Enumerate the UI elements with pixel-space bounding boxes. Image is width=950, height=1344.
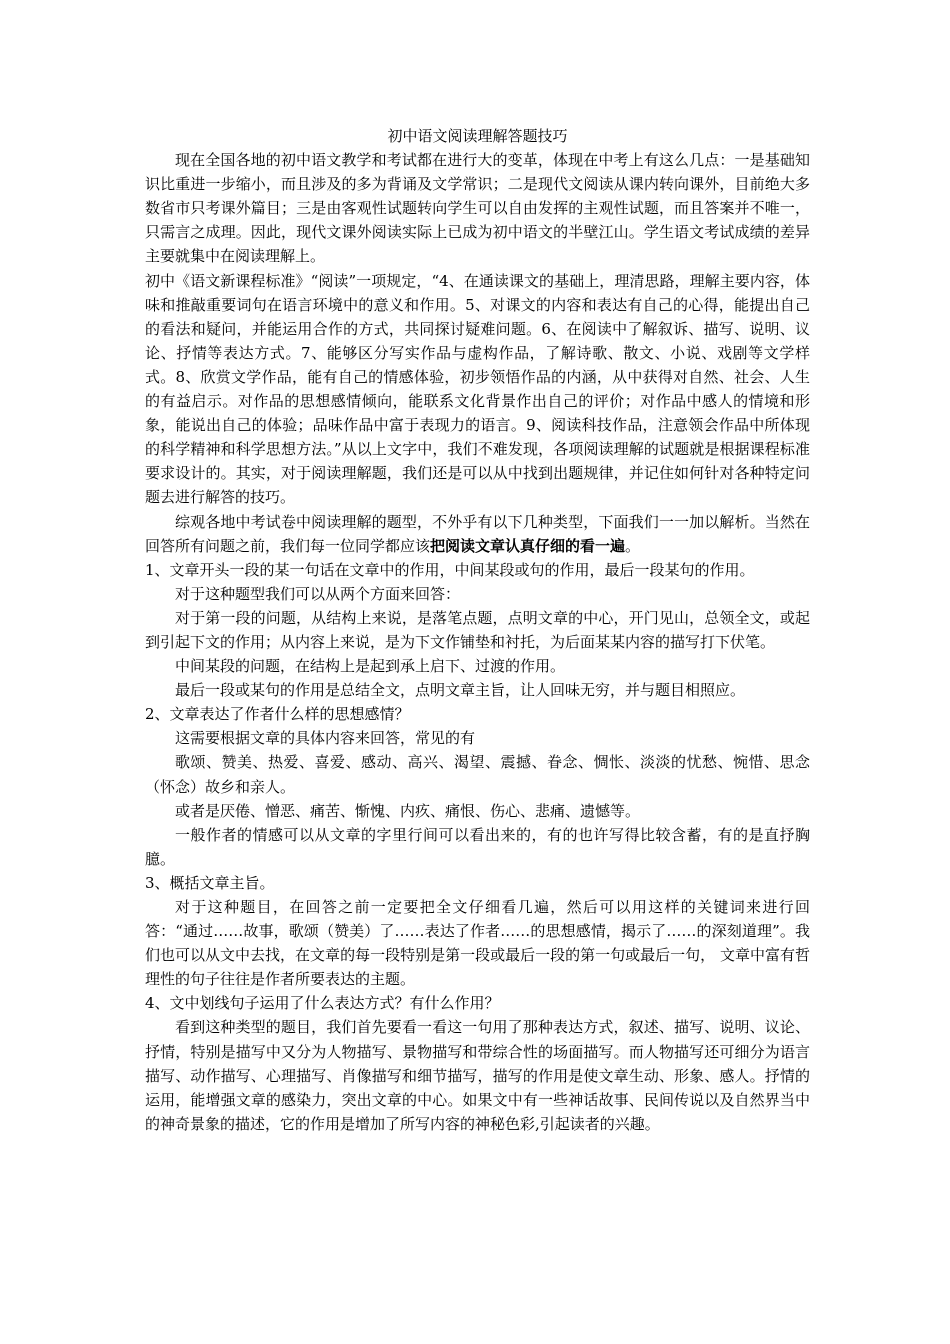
paragraph-emotion-note: 一般作者的情感可以从文章的字里行间可以看出来的，有的也许写得比较含蓄，有的是直抒胸臆。	[145, 825, 810, 868]
paragraph-answer-intro: 对于这种题型我们可以从两个方面来回答：	[175, 584, 461, 603]
document-body	[145, 124, 810, 1136]
heading-question-4: 4、文中划线句子运用了什么表达方式？有什么作用？	[145, 994, 500, 1013]
heading-question-3: 3、概括文章主旨。	[145, 873, 275, 892]
paragraph-positive-emotions: 歌颂、赞美、热爱、喜爱、感动、高兴、渴望、震撼、眷念、惆怅、淡淡的忧愁、惋惜、思念（怀念）故乡和亲人。	[145, 753, 810, 796]
paragraph-first-section: 对于第一段的问题，从结构上来说，是落笔点题，点明文章的中心，开门见山，总领全文，或起到引起下文的作用；从内容上来说，是为下文作铺垫和衬托，为后面某某内容的描写打下伏笔。	[145, 608, 810, 651]
paragraph-text: 综观各地中考试卷中阅读理解的题型，不外乎有以下几种类型，下面我们一一加以解析。当然在回答所有问题之前，我们每一位同学都应该	[145, 512, 810, 555]
paragraph-middle-section: 中间某段的问题，在结构上是起到承上启下、过渡的作用。	[175, 657, 566, 676]
heading-question-2: 2、文章表达了作者什么样的思想感情？	[145, 705, 410, 724]
document-title: 初中语文阅读理解答题技巧	[387, 127, 568, 145]
paragraph-curriculum: 初中《语文新课程标准》“阅读”一项规定，“4、在通读课文的基础上，理清思路，理解主要内容，体味和推敲重要词句在语言环境中的意义和作用。5、对课文的内容和表达有自己的心得，能提出自己的看法和疑问，并能运用合作的方式，共同探讨疑难问题。6、在阅读中了解叙诉、描写、说明、议论、抒情等表达方式。7、能够区分写实作品与虚构作品，了解诗歌、散文、小说、戏剧等文学样式。8、欣赏文学作品，能有自己的情感体验，初步领悟作品的内涵，从中获得对自然、社会、人生的有益启示。对作品的思想感情倾向，能联系文化背景作出自己的评价；对作品中感人的情境和形象，能说出自己的体验；品味作品中富于表现力的语言。9、阅读科技作品，注意领会作品中所体现的科学精神和科学思想方法。”从以上文字中，我们不难发现，各项阅读理解的试题就是根据课程标准要求设计的。其实，对于阅读理解题，我们还是可以从中找到出题规律，并记住如何针对各种特定问题去进行解答的技巧。	[145, 271, 810, 507]
heading-question-1: 1、文章开头一段的某一句话在文章中的作用，中间某段或句的作用，最后一段某句的作用。	[145, 560, 755, 579]
paragraph-last-section: 最后一段或某句的作用是总结全文，点明文章主旨，让人回味无穷，并与题目相照应。	[175, 681, 746, 700]
paragraph-negative-emotions: 或者是厌倦、憎恶、痛苦、惭愧、内疚、痛恨、伤心、悲痛、遗憾等。	[175, 801, 641, 820]
paragraph-theme: 对于这种题目，在回答之前一定要把全文仔细看几遍，然后可以用这样的关键词来进行回答：“通过……故事，歌颂（赞美）了……表达了作者……的思想感情，揭示了……的深刻道理”。我们也可以从文中去找，在文章的每一段特别是第一段或最后一段的第一句或最后一句， 文章中富有哲理性的句子往往是作者所要表达的主题。	[145, 898, 810, 989]
paragraph-emotion-intro: 这需要根据文章的具体内容来回答，常见的有	[175, 729, 476, 748]
paragraph-end: 。	[625, 536, 641, 555]
paragraph-question-types	[145, 510, 810, 558]
emphasis-text: 把阅读文章认真仔细的看一遍	[430, 536, 626, 555]
paragraph-expression: 看到这种类型的题目，我们首先要看一看这一句用了那种表达方式，叙述、描写、说明、议论、抒情，特别是描写中又分为人物描写、景物描写和带综合性的场面描写。而人物描写还可细分为语言描写、动作描写、心理描写、肖像描写和细节描写，描写的作用是使文章生动、形象、感人。抒情的运用，能增强文章的感染力，突出文章的中心。如果文中有一些神话故事、民间传说以及自然界当中的神奇景象的描述，它的作用是增加了所写内容的神秘色彩,引起读者的兴趣。	[145, 1018, 810, 1133]
paragraph-intro: 现在全国各地的初中语文教学和考试都在进行大的变革，体现在中考上有这么几点：一是基础知识比重进一步缩小，而且涉及的多为背诵及文学常识；二是现代文阅读从课内转向课外，目前绝大多数省市只考课外篇目；三是由客观性试题转向学生可以自由发挥的主观性试题，而且答案并不唯一，只需言之成理。因此，现代文课外阅读实际上已成为初中语文的半壁江山。学生语文考试成绩的差异主要就集中在阅读理解上。	[145, 151, 810, 266]
